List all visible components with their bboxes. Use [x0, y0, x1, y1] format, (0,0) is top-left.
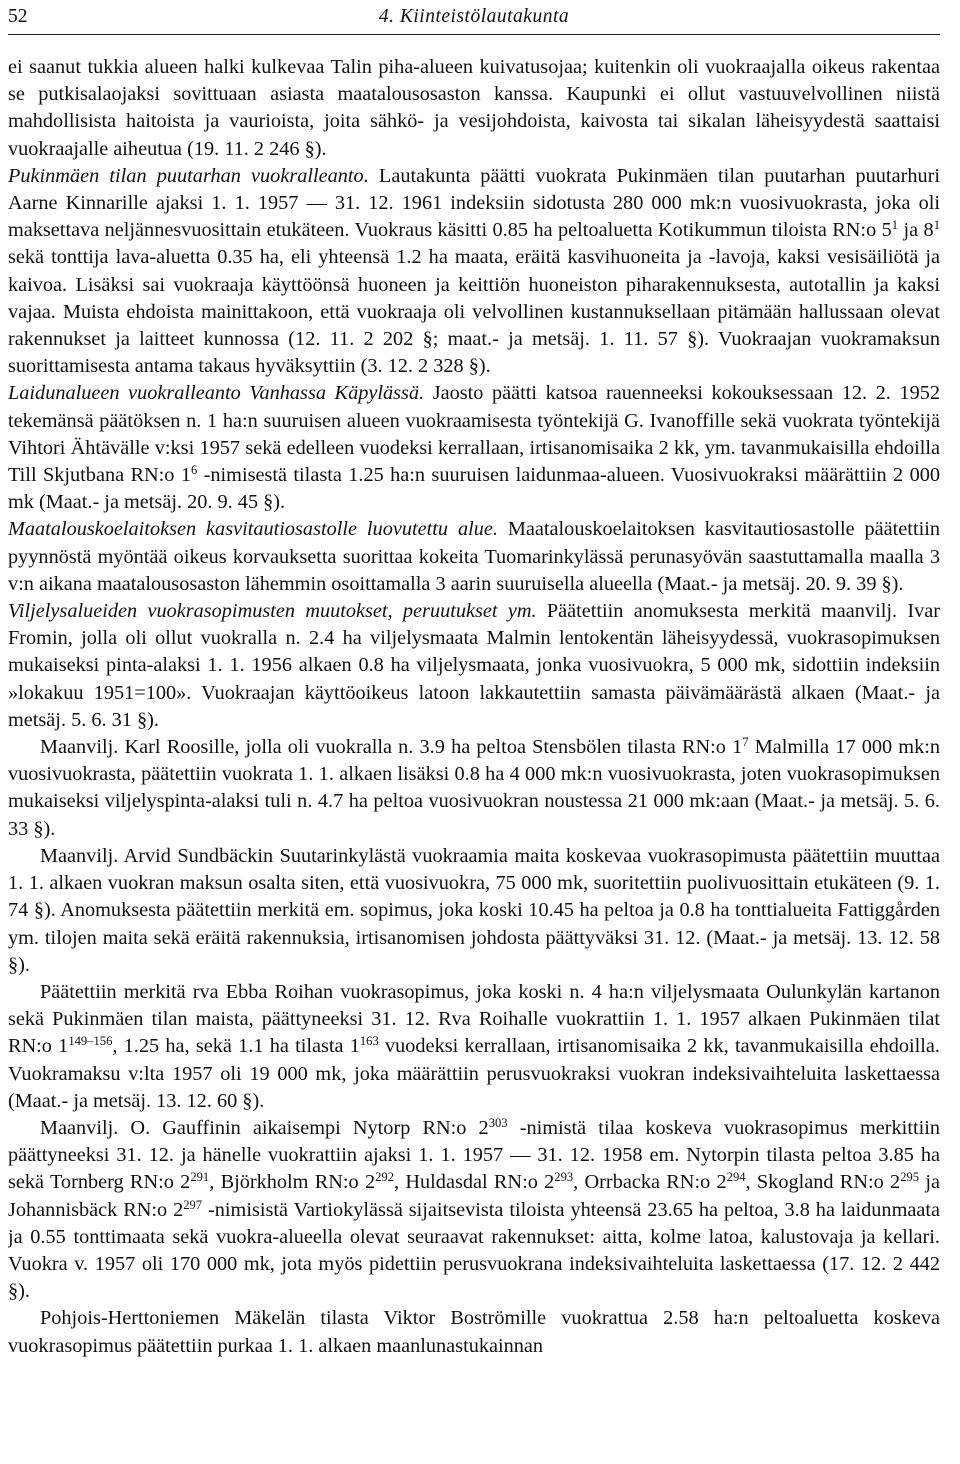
paragraph-text: -nimistä tilaa koskeva vuokrasopimus merkittiin päättyneeksi 31. 12. ja hänelle vuokrattiin ajaksi 1. 1. 1957 — 31. 12. 1958 em. Nytorpin tilasta peltoa 3.85 ha sekä Tornberg RN:o 2	[8, 1116, 940, 1194]
paragraph	[8, 979, 940, 1115]
superscript: 1	[933, 218, 940, 233]
paragraph-text: Lautakunta päätti vuokrata Pukinmäen tilan puutarhan puutarhuri Aarne Kinnarille ajaksi 1. 1. 1957 — 31. 12. 1961 indeksiin sidotusta 280 000 mk:n vuosivuokrasta, joka oli maksettava neljännesvuosittain etukäteen. Vuokraus käsitti 0.85 ha peltoaluetta Kotikummun tiloista RN:o 5	[8, 164, 940, 242]
paragraph	[8, 516, 940, 598]
paragraph-text: , Skogland RN:o 2	[745, 1171, 901, 1194]
paragraph-text: Päätettiin merkitä rva Ebba Roihan vuokrasopimus, joka koski n. 4 ha:n viljelysmaata Oulunkylän kartanon sekä Pukinmäen tilan maista, päättyneeksi 31. 12. Rva Roihalle vuokrattiin 1. 1. 1957 alkaen Pukinmäen tilat RN:o 1	[8, 980, 940, 1058]
paragraph-text: ja Johannisbäck RN:o 2	[8, 1171, 940, 1221]
superscript: 291	[190, 1170, 210, 1185]
paragraph-text: Jaosto päätti katsoa rauenneeksi kokouksessaan 12. 2. 1952 tekemänsä päätöksen n. 1 ha:n suuruisen alueen vuokraamisesta työntekijä G. Ivanoffille sekä vuokrata työntekijä Vihtori Ähtävälle v:ksi 1957 sekä edelleen vuodeksi kerrallaan, irtisanomisaika 2 kk, ym. tavanmukaisilla ehdoilla Till Skjutbana RN:o 1	[8, 382, 940, 487]
superscript: 294	[726, 1170, 746, 1185]
section-heading: Viljelysalueiden vuokrasopimusten muutokset, peruutukset ym.	[8, 600, 537, 623]
paragraph-text: , Huldasdal RN:o 2	[394, 1171, 555, 1194]
paragraph	[8, 1305, 940, 1359]
paragraph-text: Päätettiin anomuksesta merkitä maanvilj. Ivar Fromin, jolla oli ollut vuokralla n. 2.4 ha viljelysmaata Malmin lentokentän läheisyydessä, vuokrasopimuksen mukaiseksi pinta-alaksi 1. 1. 1956 alkaen 0.8 ha viljelysmaata, jonka vuosivuokra, 5 000 mk, sidottiin indeksiin »lokakuu 1951=100». Vuokraajan käyttöoikeus latoon lakkautettiin samasta päivämäärästä alkaen (Maat.- ja metsäj. 5. 6. 31 §).	[8, 600, 940, 731]
paragraph	[8, 734, 940, 843]
page-header	[8, 0, 940, 34]
superscript: 1	[891, 218, 899, 233]
paragraph-text: , Björkholm RN:o 2	[209, 1171, 376, 1194]
superscript: 7	[742, 735, 749, 750]
paragraph-text: ja 8	[898, 219, 934, 242]
paragraph	[8, 163, 940, 381]
paragraph-text: Malmilla 17 000 mk:n vuosivuokrasta, päätettiin vuokrata 1. 1. alkaen lisäksi 0.8 ha 4 000 mk:n vuosivuokrasta, joten vuokrasopimuksen mukaiseksi viljelyspinta-alaksi tuli n. 4.7 ha peltoa vuosivuokran noustessa 21 000 mk:aan (Maat.- ja metsäj. 5. 6. 33 §).	[8, 736, 940, 840]
document-body	[8, 54, 940, 1360]
section-heading: Maatalouskoelaitoksen kasvitautiosastolle luovutettu alue.	[8, 518, 498, 541]
superscript: 297	[183, 1197, 203, 1212]
superscript: 303	[488, 1116, 508, 1130]
paragraph	[8, 1115, 940, 1305]
paragraph-text: Maatalouskoelaitoksen kasvitautiosastolle päätettiin pyynnöstä myöntää oikeus korvauksetta suorittaa kokeita Tuomarinkylässä perunasyövän saastuttamalla maalla 3 v:n aikana maatalousosaston lähemmin osoittamalla 3 aarin suuruisella alueella (Maat.- ja metsäj. 20. 9. 39 §).	[8, 518, 940, 595]
paragraph-text: Maanvilj. Karl Roosille, jolla oli vuokralla n. 3.9 ha peltoa Stensbölen tilasta RN:o 1	[40, 736, 743, 759]
running-title: 4. Kiinteistölautakunta	[378, 6, 570, 27]
document-page	[8, 0, 940, 1464]
paragraph	[8, 54, 940, 163]
paragraph-text: -nimisestä tilasta 1.25 ha:n suuruisen laidunmaa-alueen. Vuosivuokraksi määrättiin 2 000 mk (Maat.- ja metsäj. 20. 9. 45 §).	[8, 464, 940, 514]
paragraph-text: ei saanut tukkia alueen halki kulkevaa Talin piha-alueen kuivatusojaa; kuitenkin oli vuokraajalla oikeus rakentaa se putkisalaojaksi sovittuaan asiasta maatalousosaston kanssa. Kaupunki ei ollut vastuuvelvollinen niistä mahdollisista haitoista ja vaurioista, joita sähkö- ja vesijohdoista, kaivosta tai sikalan läheisyydestä saattaisi vuokraajalle aiheutua (19. 11. 2 246 §).	[8, 56, 940, 160]
superscript: 293	[554, 1170, 574, 1185]
paragraph-text: , Orrbacka RN:o 2	[573, 1171, 727, 1194]
superscript: 6	[190, 463, 198, 478]
paragraph-text: Pohjois-Herttoniemen Mäkelän tilasta Viktor Boströmille vuokrattua 2.58 ha:n peltoaluetta koskeva vuokrasopimus päätettiin purkaa 1. 1. alkaen maanlunastukainnan	[8, 1307, 940, 1357]
paragraph-text: vuodeksi kerrallaan, irtisanomisaika 2 kk, tavanmukaisilla ehdoilla. Vuokramaksu v:lta 1957 oli 19 000 mk, joka määrättiin perusvuokraksi vuokran indeksivaihteluita laskettaessa (Maat.- ja metsäj. 13. 12. 60 §).	[8, 1035, 940, 1112]
paragraph-text: Maanvilj. Arvid Sundbäckin Suutarinkylästä vuokraamia maita koskevaa vuokrasopimusta päätettiin muuttaa 1. 1. alkaen vuokran maksun osalta siten, että vuosivuokra, 75 000 mk, suoritettiin puolivuosittain etukäteen (9. 1. 74 §). Anomuksesta päätettiin merkitä em. sopimus, joka koski 10.45 ha peltoa ja 0.8 ha tonttialueita Fattiggården ym. tilojen maita sekä eräitä rakennuksia, irtisanomisen johdosta päättyväksi 31. 12. (Maat.- ja metsäj. 13. 12. 58 §).	[8, 844, 940, 976]
paragraph	[8, 380, 940, 516]
section-heading: Laidunalueen vuokralleanto Vanhassa Käpylässä.	[8, 382, 425, 405]
page-number: 52	[8, 6, 28, 27]
paragraph	[8, 843, 940, 979]
paragraph-text: , 1.25 ha, sekä 1.1 ha tilasta 1	[112, 1035, 360, 1058]
paragraph-text: -nimisistä Vartiokylässä sijaitsevista tiloista yhteensä 23.65 ha peltoa, 3.8 ha laidunmaata ja 0.55 tonttimaata sekä vuokra-alueella olevat seuraavat rakennukset: aitta, kolme latoa, kalustovaja ja kellari. Vuokra v. 1957 oli 170 000 mk, jota myös pidettiin perusvuokrana indeksivaihteluita laskettaessa (17. 12. 2 442 §).	[8, 1198, 940, 1303]
paragraph-text: Maanvilj. O. Gauffinin aikaisempi Nytorp RN:o 2	[40, 1116, 489, 1139]
paragraph-text: sekä tonttija lava-aluetta 0.35 ha, eli yhteensä 1.2 ha maata, eräitä kasvihuoneita ja -lavoja, kaksi vesisäiliötä ja kaivoa. Lisäksi sai vuokraaja käyttöönsä huoneen ja keittiön huoneiston piharakennuksesta, autotallin ja kaksi vajaa. Muista ehdoista mainittakoon, että vuokraaja oli velvollinen kustannuksellaan pitämään hallussaan olevat rakennukset ja laitteet kunnossa (12. 11. 2 202 §; maat.- ja metsäj. 1. 11. 57 §). Vuokraajan vuokramaksun suorittamisesta antama takaus hyväksyttiin (3. 12. 2 328 §).	[8, 246, 940, 378]
superscript: 163	[359, 1034, 379, 1049]
header-rule	[8, 34, 940, 35]
paragraph	[8, 598, 940, 734]
superscript: 149–156	[68, 1034, 113, 1049]
section-heading: Pukinmäen tilan puutarhan vuokralleanto.	[8, 164, 369, 187]
superscript: 295	[900, 1170, 920, 1185]
superscript: 292	[375, 1170, 395, 1185]
